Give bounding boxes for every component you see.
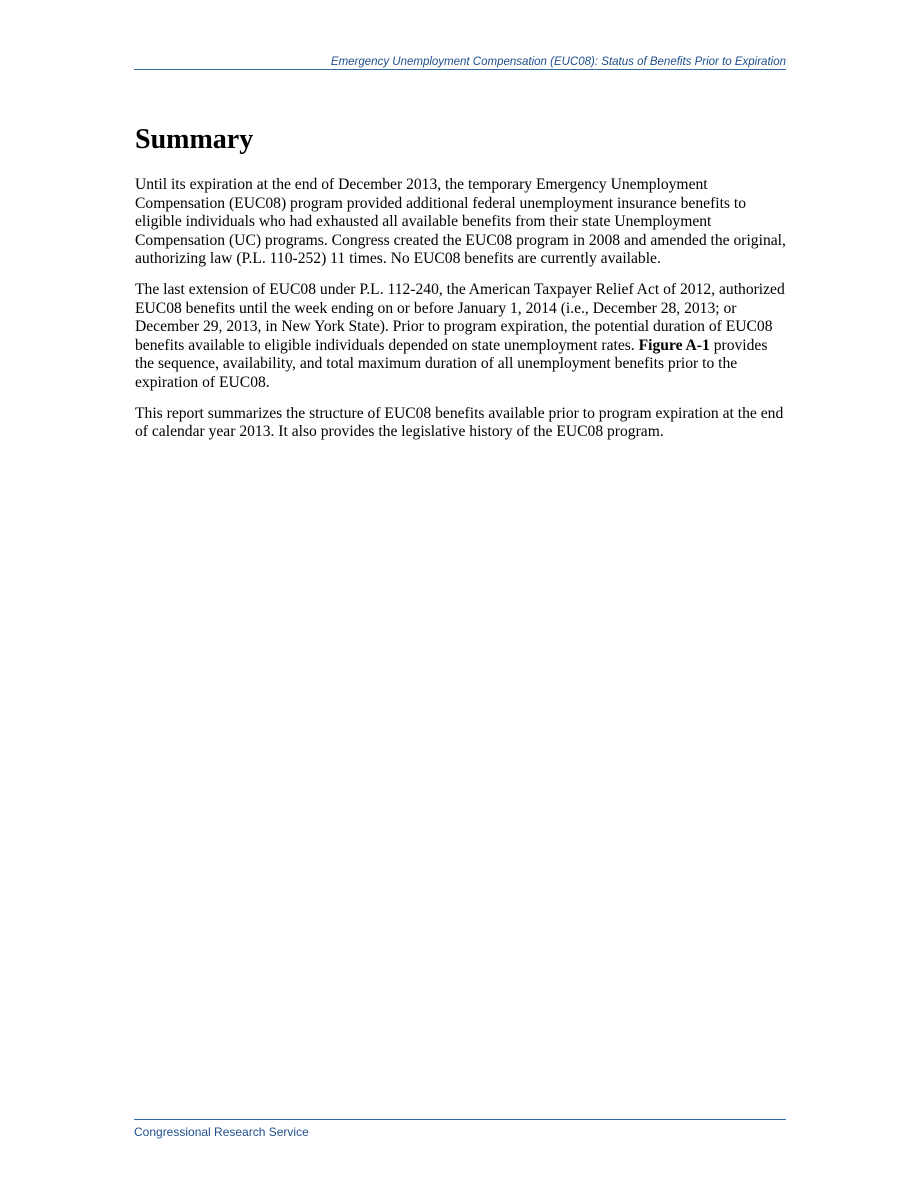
- summary-section: [135, 120, 787, 454]
- footer-publisher: Congressional Research Service: [134, 1125, 309, 1139]
- paragraph-2-text-end: provides the sequence, availability, and total maximum duration of all unemployment benefits prior to the expiration of EUC08.: [135, 336, 768, 391]
- figure-reference: Figure A-1: [638, 336, 710, 354]
- summary-paragraph-1: Until its expiration at the end of December 2013, the temporary Emergency Unemployment Compensation (EUC08) program provided additional federal unemployment insurance benefits to eligible individuals who had exhausted all available benefits from their state Unemployment Compensation (UC) programs. Congress created the EUC08 program in 2008 and amended the original, authorizing law (P.L. 110-252) 11 times. No EUC08 benefits are currently available.: [135, 176, 786, 268]
- page-footer: [134, 1119, 786, 1141]
- paragraph-2-text-start: The last extension of EUC08 under P.L. 112-240, the American Taxpayer Relief Act of 2012, authorized EUC08 benefits until the week ending on or before January 1, 2014 (i.e., December 28, 2013; or December 29, 2013, in New York State). Prior to program expiration, the potential duration of EUC08 benefits available to eligible individuals depended on state unemployment rates.: [135, 280, 785, 354]
- summary-paragraph-2: [135, 281, 787, 393]
- running-header-title: Emergency Unemployment Compensation (EUC08): Status of Benefits Prior to Expiration: [330, 56, 786, 68]
- running-header: [134, 52, 786, 70]
- section-heading: Summary: [135, 124, 254, 155]
- summary-paragraph-3: This report summarizes the structure of EUC08 benefits available prior to program expiration at the end of calendar year 2013. It also provides the legislative history of the EUC08 program.: [135, 404, 784, 441]
